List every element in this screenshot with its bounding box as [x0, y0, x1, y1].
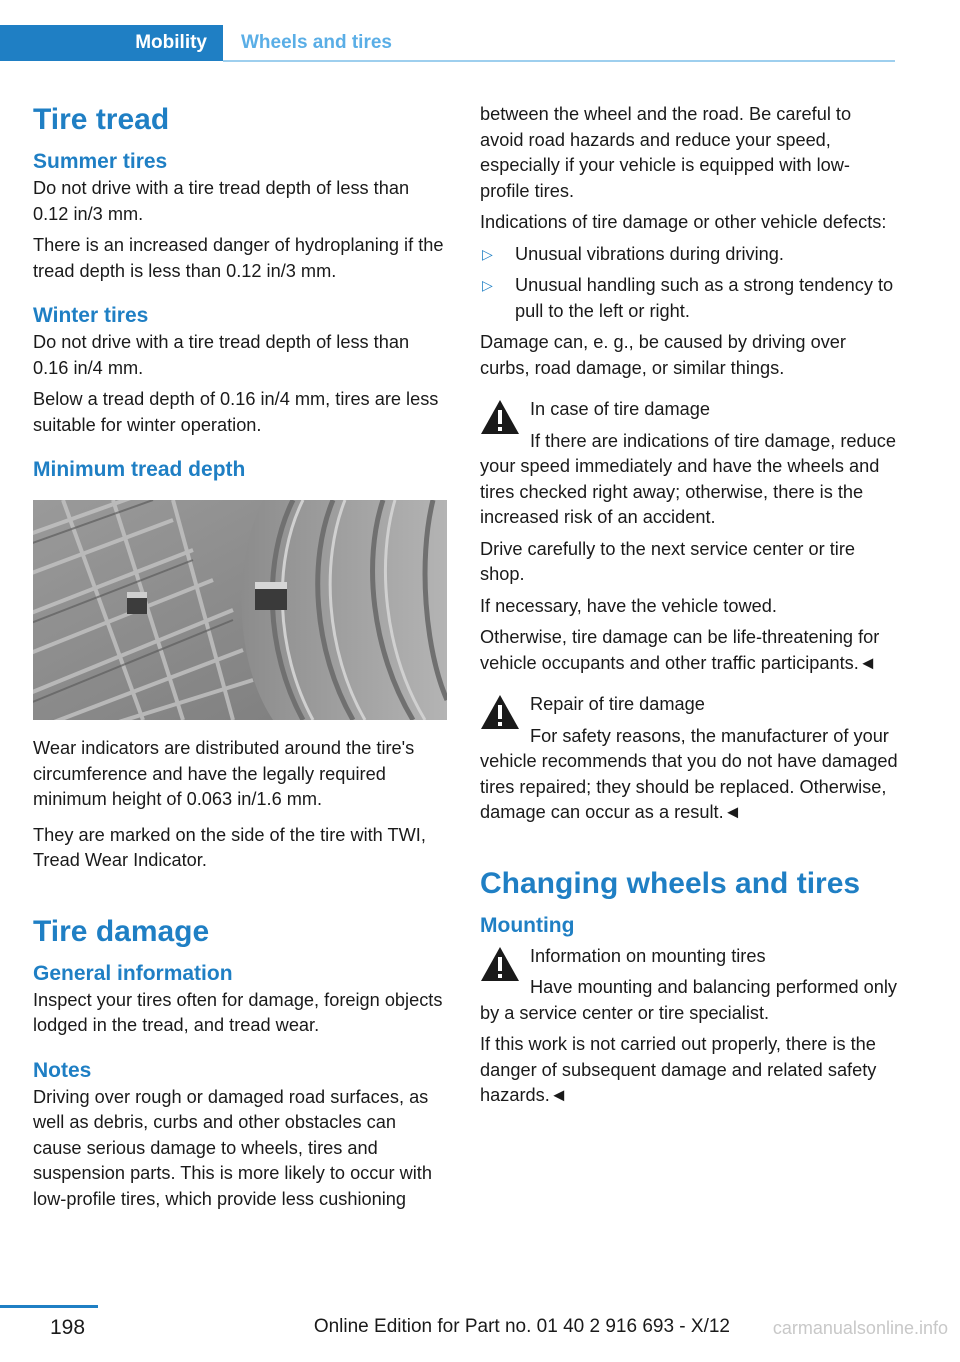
continued-paragraph: between the wheel and the road. Be careful to avoid road hazards and reduce your speed, especially if your vehicle is equipped with low-profile tires.	[480, 104, 852, 201]
warning-tire-damage	[480, 397, 898, 676]
min-paragraph-2: They are marked on the side of the tire with TWI, Tread Wear Indicator.	[33, 824, 426, 870]
min-paragraph-1: Wear indicators are distributed around the tire's circumference and have the legally required minimum height of 0.063 in/1.6 mm.	[33, 738, 415, 809]
list-item: ▷ Unusual vibrations during driving.	[480, 242, 898, 268]
warning-2-title: Repair of tire damage	[530, 694, 705, 714]
header-rule	[223, 60, 895, 62]
warning-1-title: In case of tire damage	[530, 399, 710, 419]
summer-paragraph-2: There is an increased danger of hydroplaning if the tread depth is less than 0.12 in/3 mm.	[33, 235, 444, 281]
general-paragraph: Inspect your tires often for damage, foreign objects lodged in the tread, and tread wear.	[33, 989, 443, 1035]
warning-icon	[480, 694, 520, 730]
list-item: ▷ Unusual handling such as a strong tendency to pull to the left or right.	[480, 273, 898, 324]
warning-1-text: If there are indications of tire damage, reduce your speed immediately and have the wheels and tires checked right away; otherwise, there is the increased risk of an accident.	[480, 430, 896, 527]
tab-mobility[interactable]: Mobility	[0, 25, 223, 61]
warning-mounting	[480, 944, 898, 1109]
winter-paragraph-1: Do not drive with a tire tread depth of less than 0.16 in/4 mm.	[33, 332, 410, 378]
warning-1-paragraph-4: Otherwise, tire damage can be life-threatening for vehicle occupants and other traffic participants.◄	[480, 627, 880, 673]
watermark: carmanualsonline.info	[772, 1318, 948, 1338]
heading-mounting: Mounting	[480, 913, 575, 937]
heading-minimum-tread-depth: Minimum tread depth	[33, 458, 246, 481]
page-number: 198	[50, 1316, 86, 1339]
warning-1-paragraph-2: Drive carefully to the next service center or tire shop.	[480, 538, 856, 584]
summer-paragraph-1: Do not drive with a tire tread depth of less than 0.12 in/3 mm.	[33, 178, 410, 224]
tab-wheels-and-tires[interactable]: Wheels and tires	[241, 32, 392, 53]
heading-tire-tread: Tire tread	[33, 103, 170, 136]
indications-paragraph: Indications of tire damage or other vehicle defects:	[480, 212, 887, 232]
tire-tread-image	[33, 500, 447, 720]
heading-notes: Notes	[33, 1058, 92, 1082]
warning-1-paragraph-3: If necessary, have the vehicle towed.	[480, 595, 777, 616]
wear-indicator-left	[127, 592, 147, 614]
winter-paragraph-2: Below a tread depth of 0.16 in/4 mm, tires are less suitable for winter operation.	[33, 389, 439, 435]
warning-repair	[480, 692, 898, 826]
warning-icon	[480, 399, 520, 435]
footer-rule	[0, 1305, 98, 1308]
warning-3-paragraph-2: If this work is not carried out properly, there is the danger of subsequent damage and related safety hazards.◄	[480, 1034, 877, 1105]
page-header	[0, 25, 895, 61]
heading-changing-wheels: Changing wheels and tires	[480, 866, 861, 900]
heading-winter-tires: Winter tires	[33, 304, 149, 327]
left-column	[33, 96, 449, 1218]
triangle-bullet-icon: ▷	[482, 277, 493, 293]
heading-summer-tires: Summer tires	[33, 150, 168, 173]
damage-cause-paragraph: Damage can, e. g., be caused by driving over curbs, road damage, or similar things.	[480, 332, 846, 378]
triangle-bullet-icon: ▷	[482, 245, 493, 262]
warning-3-text: Have mounting and balancing performed only by a service center or tire specialist.	[480, 977, 898, 1023]
warning-icon	[480, 946, 520, 982]
edition-text: Online Edition for Part no. 01 40 2 916 693 - X/12	[313, 1316, 730, 1337]
heading-general-information: General information	[33, 961, 233, 985]
right-column	[480, 96, 898, 1115]
warning-3-title: Information on mounting tires	[530, 945, 766, 966]
warning-2-text: For safety reasons, the manufacturer of your vehicle recommends that you do not have damaged tires repaired; they should be replaced. Otherwise, damage can occur as a result.◄	[480, 725, 898, 822]
notes-paragraph: Driving over rough or damaged road surfaces, as well as debris, curbs and other obstacles can cause serious damage to wheels, tires and suspension parts. This is more likely to occur with low-profile tires, which provide less cushioning	[33, 1086, 432, 1209]
wear-indicator-right	[255, 582, 287, 610]
heading-tire-damage: Tire damage	[33, 914, 210, 948]
